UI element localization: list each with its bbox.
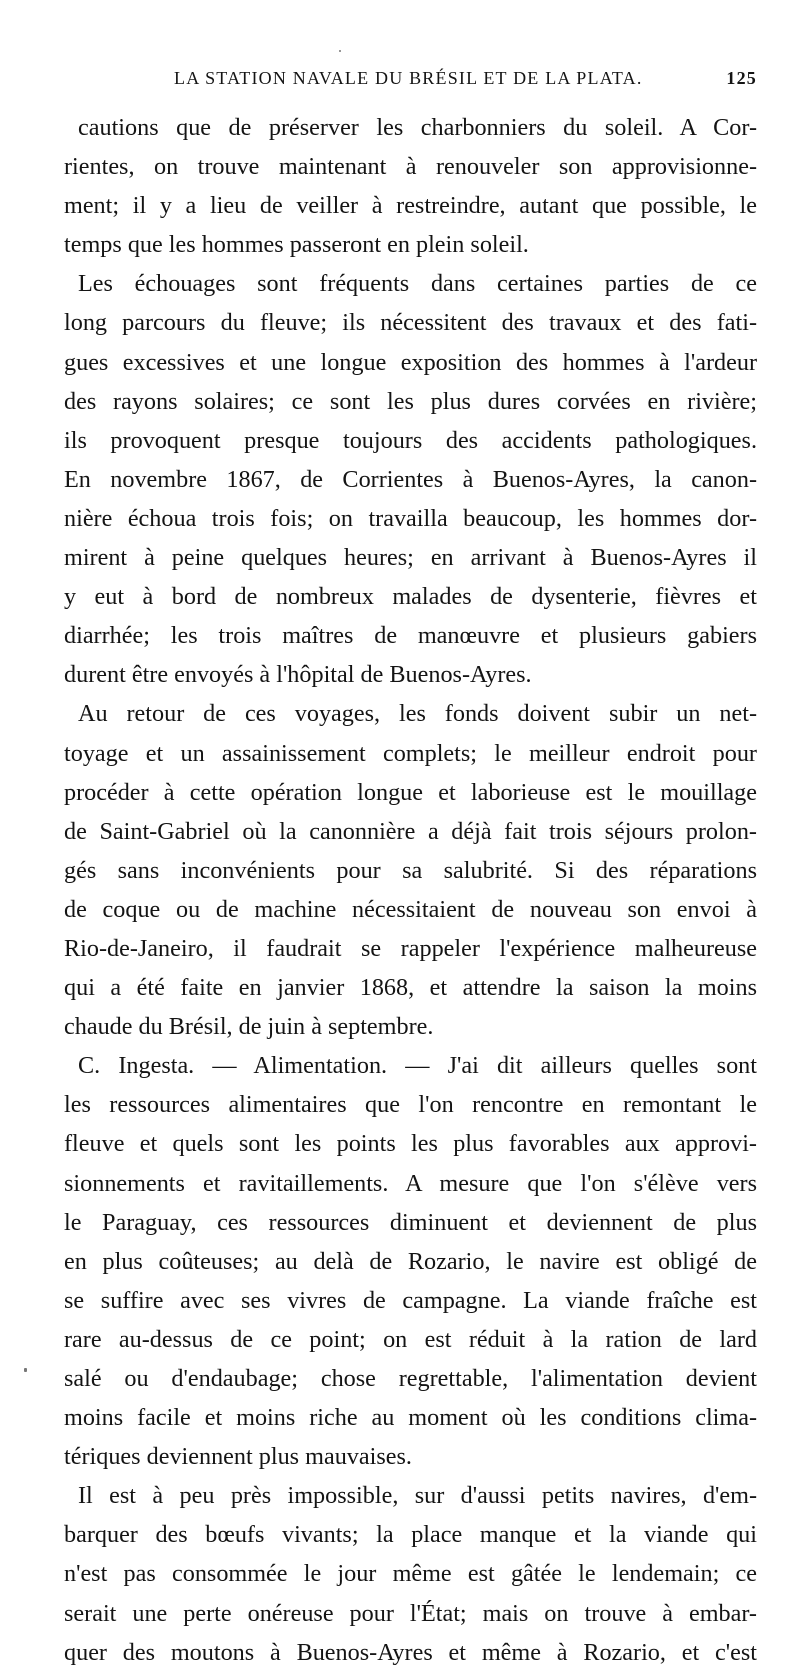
paragraph xyxy=(64,1046,757,1476)
page-number: 125 xyxy=(726,68,757,88)
text-line: salé ou d'endaubage; chose regrettable, l'alimentation devient xyxy=(64,1365,757,1392)
text-line: long parcours du fleuve; ils nécessitent des travaux et des fati- xyxy=(64,309,757,337)
paragraph xyxy=(64,108,757,264)
text-line: sionnements et ravitaillements. A mesure que l'on s'élève vers xyxy=(64,1169,757,1197)
running-head xyxy=(64,68,757,108)
body-text xyxy=(64,108,757,1672)
text-line: de coque ou de machine nécessitaient de nouveau son envoi à xyxy=(64,895,757,923)
text-line: en plus coûteuses; au delà de Rozario, le navire est obligé de xyxy=(64,1247,757,1275)
text-line: les ressources alimentaires que l'on rencontre en remontant le xyxy=(64,1091,757,1119)
text-line: Rio-de-Janeiro, il faudrait se rappeler l'expérience malheureuse xyxy=(64,934,757,962)
text-line: gés sans inconvénients pour sa salubrité. Si des réparations xyxy=(64,856,757,884)
text-line: diarrhée; les trois maîtres de manœuvre et plusieurs gabiers xyxy=(64,622,757,650)
text-line: se suffire avec ses vivres de campagne. La viande fraîche est xyxy=(64,1286,757,1314)
text-line: de Saint-Gabriel où la canonnière a déjà fait trois séjours prolon- xyxy=(64,817,757,845)
text-line: le Paraguay, ces ressources diminuent et deviennent de plus xyxy=(64,1208,757,1236)
text-line: barquer des bœufs vivants; la place manque et la viande qui xyxy=(64,1521,757,1549)
text-line: Les échouages sont fréquents dans certaines parties de ce xyxy=(78,270,757,298)
text-line: rientes, on trouve maintenant à renouveler son approvisionne- xyxy=(64,153,757,181)
text-line: toyage et un assainissement complets; le meilleur endroit pour xyxy=(64,739,757,767)
text-line: n'est pas consommée le jour même est gâtée le lendemain; ce xyxy=(64,1560,757,1588)
text-line: chaude du Brésil, de juin à septembre. xyxy=(64,1013,434,1041)
text-line: mirent à peine quelques heures; en arrivant à Buenos-Ayres il xyxy=(64,544,757,572)
text-line: rare au-dessus de ce point; on est réduit à la ration de lard xyxy=(64,1325,757,1353)
text-line: des rayons solaires; ce sont les plus dures corvées en rivière; xyxy=(64,387,757,415)
text-line: y eut à bord de nombreux malades de dysenterie, fièvres et xyxy=(64,583,757,611)
text-line: procéder à cette opération longue et laborieuse est le mouillage xyxy=(64,778,757,806)
paragraph xyxy=(64,1476,757,1671)
text-line: cautions que de préserver les charbonniers du soleil. A Cor- xyxy=(78,114,757,141)
text-line: temps que les hommes passeront en plein soleil. xyxy=(64,231,529,259)
text-line: moins facile et moins riche au moment où les conditions clima- xyxy=(64,1404,757,1432)
paper-speck xyxy=(24,1368,27,1372)
paragraph xyxy=(64,694,757,1046)
text-line: tériques deviennent plus mauvaises. xyxy=(64,1443,412,1471)
text-line: fleuve et quels sont les points les plus favorables aux approvi- xyxy=(64,1130,757,1158)
text-line: serait une perte onéreuse pour l'État; mais on trouve à embar- xyxy=(64,1599,757,1627)
text-line: C. Ingesta. — Alimentation. — J'ai dit ailleurs quelles sont xyxy=(78,1052,757,1080)
paper-speck xyxy=(339,50,341,52)
text-line: Il est à peu près impossible, sur d'aussi petits navires, d'em- xyxy=(78,1482,757,1510)
text-line: ment; il y a lieu de veiller à restreindre, autant que possible, le xyxy=(64,192,757,220)
paragraph xyxy=(64,264,757,694)
text-line: Au retour de ces voyages, les fonds doivent subir un net- xyxy=(78,700,757,728)
text-line: gues excessives et une longue exposition des hommes à l'ardeur xyxy=(64,348,757,376)
running-title: LA STATION NAVALE DU BRÉSIL ET DE LA PLATA. xyxy=(174,68,643,88)
text-line: qui a été faite en janvier 1868, et attendre la saison la moins xyxy=(64,974,757,1002)
text-line: En novembre 1867, de Corrientes à Buenos-Ayres, la canon- xyxy=(64,465,757,493)
text-line: durent être envoyés à l'hôpital de Buenos-Ayres. xyxy=(64,661,532,689)
text-line: nière échoua trois fois; on travailla beaucoup, les hommes dor- xyxy=(64,504,757,532)
book-page xyxy=(64,68,757,1672)
text-line: ils provoquent presque toujours des accidents pathologiques. xyxy=(64,426,757,454)
text-line: quer des moutons à Buenos-Ayres et même à Rozario, et c'est xyxy=(64,1638,757,1666)
